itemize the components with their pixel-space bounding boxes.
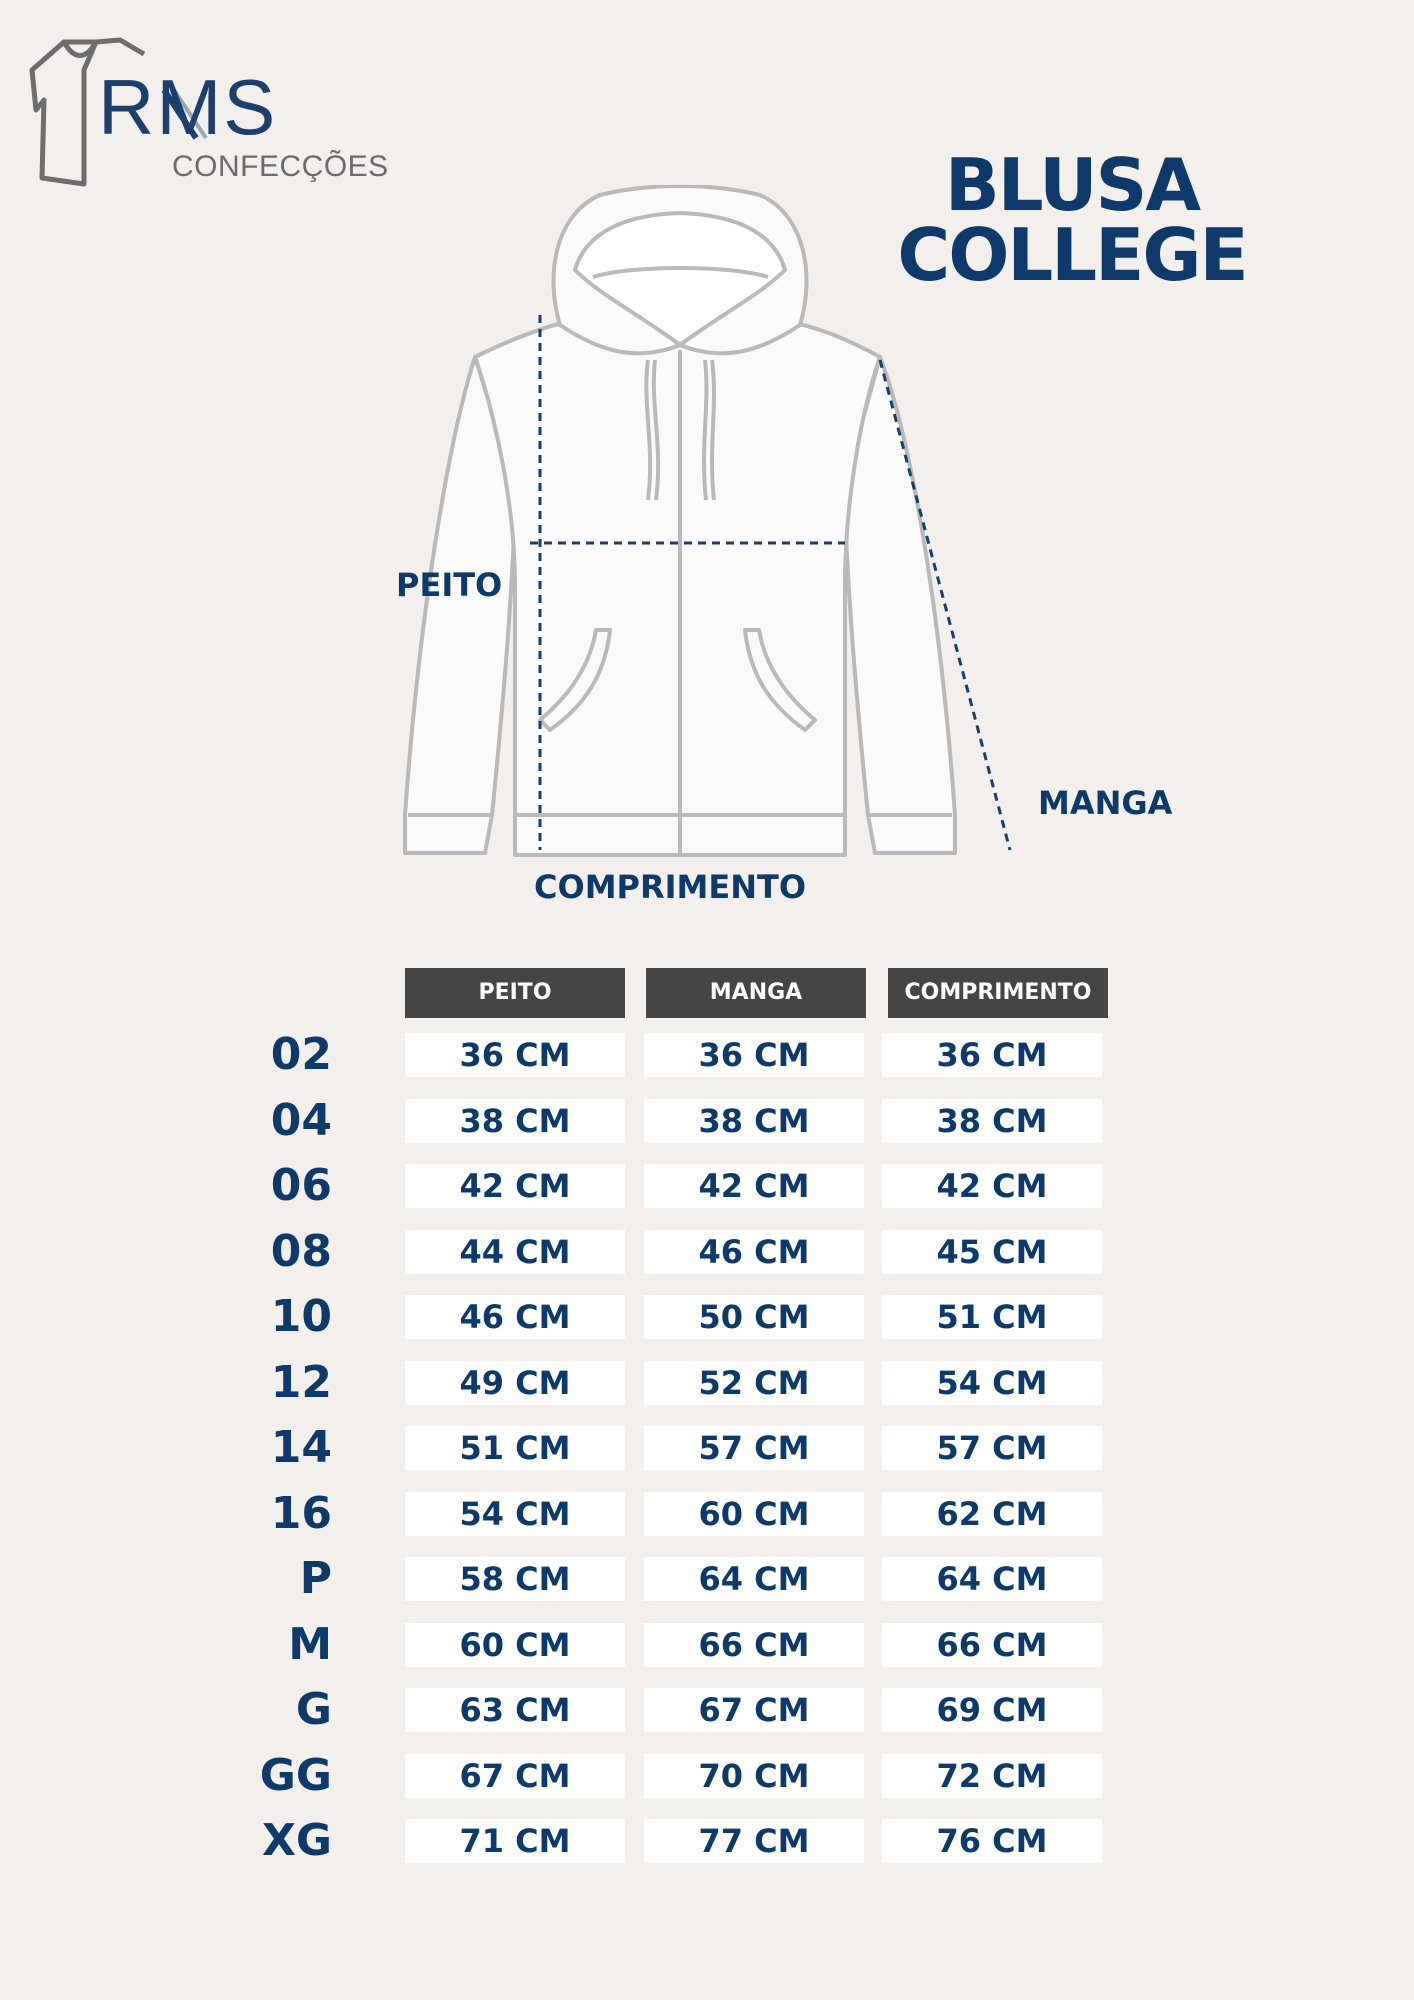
cell-comprimento: 36 CM (882, 1033, 1102, 1077)
cell-comprimento: 64 CM (882, 1557, 1102, 1601)
brand-logo (24, 30, 389, 200)
cell-manga: 77 CM (644, 1819, 864, 1863)
size-label: P (299, 1553, 332, 1604)
cell-manga: 64 CM (644, 1557, 864, 1601)
size-label: 06 (270, 1160, 332, 1211)
cell-manga: 60 CM (644, 1492, 864, 1536)
cell-manga: 70 CM (644, 1754, 864, 1798)
header-manga: MANGA (646, 968, 866, 1018)
cell-comprimento: 66 CM (882, 1623, 1102, 1667)
cell-manga: 46 CM (644, 1230, 864, 1274)
cell-peito: 67 CM (405, 1754, 625, 1798)
cell-manga: 50 CM (644, 1295, 864, 1339)
cell-peito: 49 CM (405, 1361, 625, 1405)
cell-peito: 46 CM (405, 1295, 625, 1339)
cell-peito: 51 CM (405, 1426, 625, 1470)
cell-comprimento: 57 CM (882, 1426, 1102, 1470)
cell-comprimento: 45 CM (882, 1230, 1102, 1274)
hoodie-diagram (380, 185, 1080, 875)
cell-comprimento: 42 CM (882, 1164, 1102, 1208)
size-label: GG (259, 1750, 332, 1801)
cell-peito: 42 CM (405, 1164, 625, 1208)
cell-manga: 66 CM (644, 1623, 864, 1667)
brand-name: RMS (98, 63, 278, 151)
cell-peito: 58 CM (405, 1557, 625, 1601)
cell-peito: 71 CM (405, 1819, 625, 1863)
cell-manga: 42 CM (644, 1164, 864, 1208)
cell-peito: 63 CM (405, 1688, 625, 1732)
cell-peito: 36 CM (405, 1033, 625, 1077)
sleeve-label: MANGA (1038, 784, 1173, 822)
cell-manga: 57 CM (644, 1426, 864, 1470)
cell-comprimento: 62 CM (882, 1492, 1102, 1536)
cell-comprimento: 72 CM (882, 1754, 1102, 1798)
cell-comprimento: 51 CM (882, 1295, 1102, 1339)
length-label: COMPRIMENTO (534, 868, 807, 906)
size-label: 04 (270, 1095, 332, 1146)
size-label: G (295, 1684, 332, 1735)
brand-subtitle: CONFECÇÕES (172, 150, 389, 183)
cell-comprimento: 54 CM (882, 1361, 1102, 1405)
cell-manga: 67 CM (644, 1688, 864, 1732)
chest-label: PEITO (396, 566, 503, 604)
size-label: 10 (270, 1291, 332, 1342)
cell-manga: 38 CM (644, 1099, 864, 1143)
cell-peito: 44 CM (405, 1230, 625, 1274)
hoodie-outline (405, 186, 955, 855)
cell-peito: 60 CM (405, 1623, 625, 1667)
cell-comprimento: 38 CM (882, 1099, 1102, 1143)
size-label: 16 (270, 1488, 332, 1539)
cell-comprimento: 76 CM (882, 1819, 1102, 1863)
cell-peito: 54 CM (405, 1492, 625, 1536)
header-peito: PEITO (405, 968, 625, 1018)
size-label: 08 (270, 1226, 332, 1277)
cell-manga: 36 CM (644, 1033, 864, 1077)
size-label: 14 (270, 1422, 332, 1473)
size-label: 12 (270, 1357, 332, 1408)
cell-comprimento: 69 CM (882, 1688, 1102, 1732)
header-comprimento: COMPRIMENTO (888, 968, 1108, 1018)
title-line-1: BLUSA (944, 143, 1200, 227)
title-line-2: COLLEGE (897, 213, 1247, 297)
size-label: M (288, 1619, 332, 1670)
size-label: XG (261, 1815, 332, 1866)
cell-manga: 52 CM (644, 1361, 864, 1405)
size-label: 02 (270, 1029, 332, 1080)
cell-peito: 38 CM (405, 1099, 625, 1143)
